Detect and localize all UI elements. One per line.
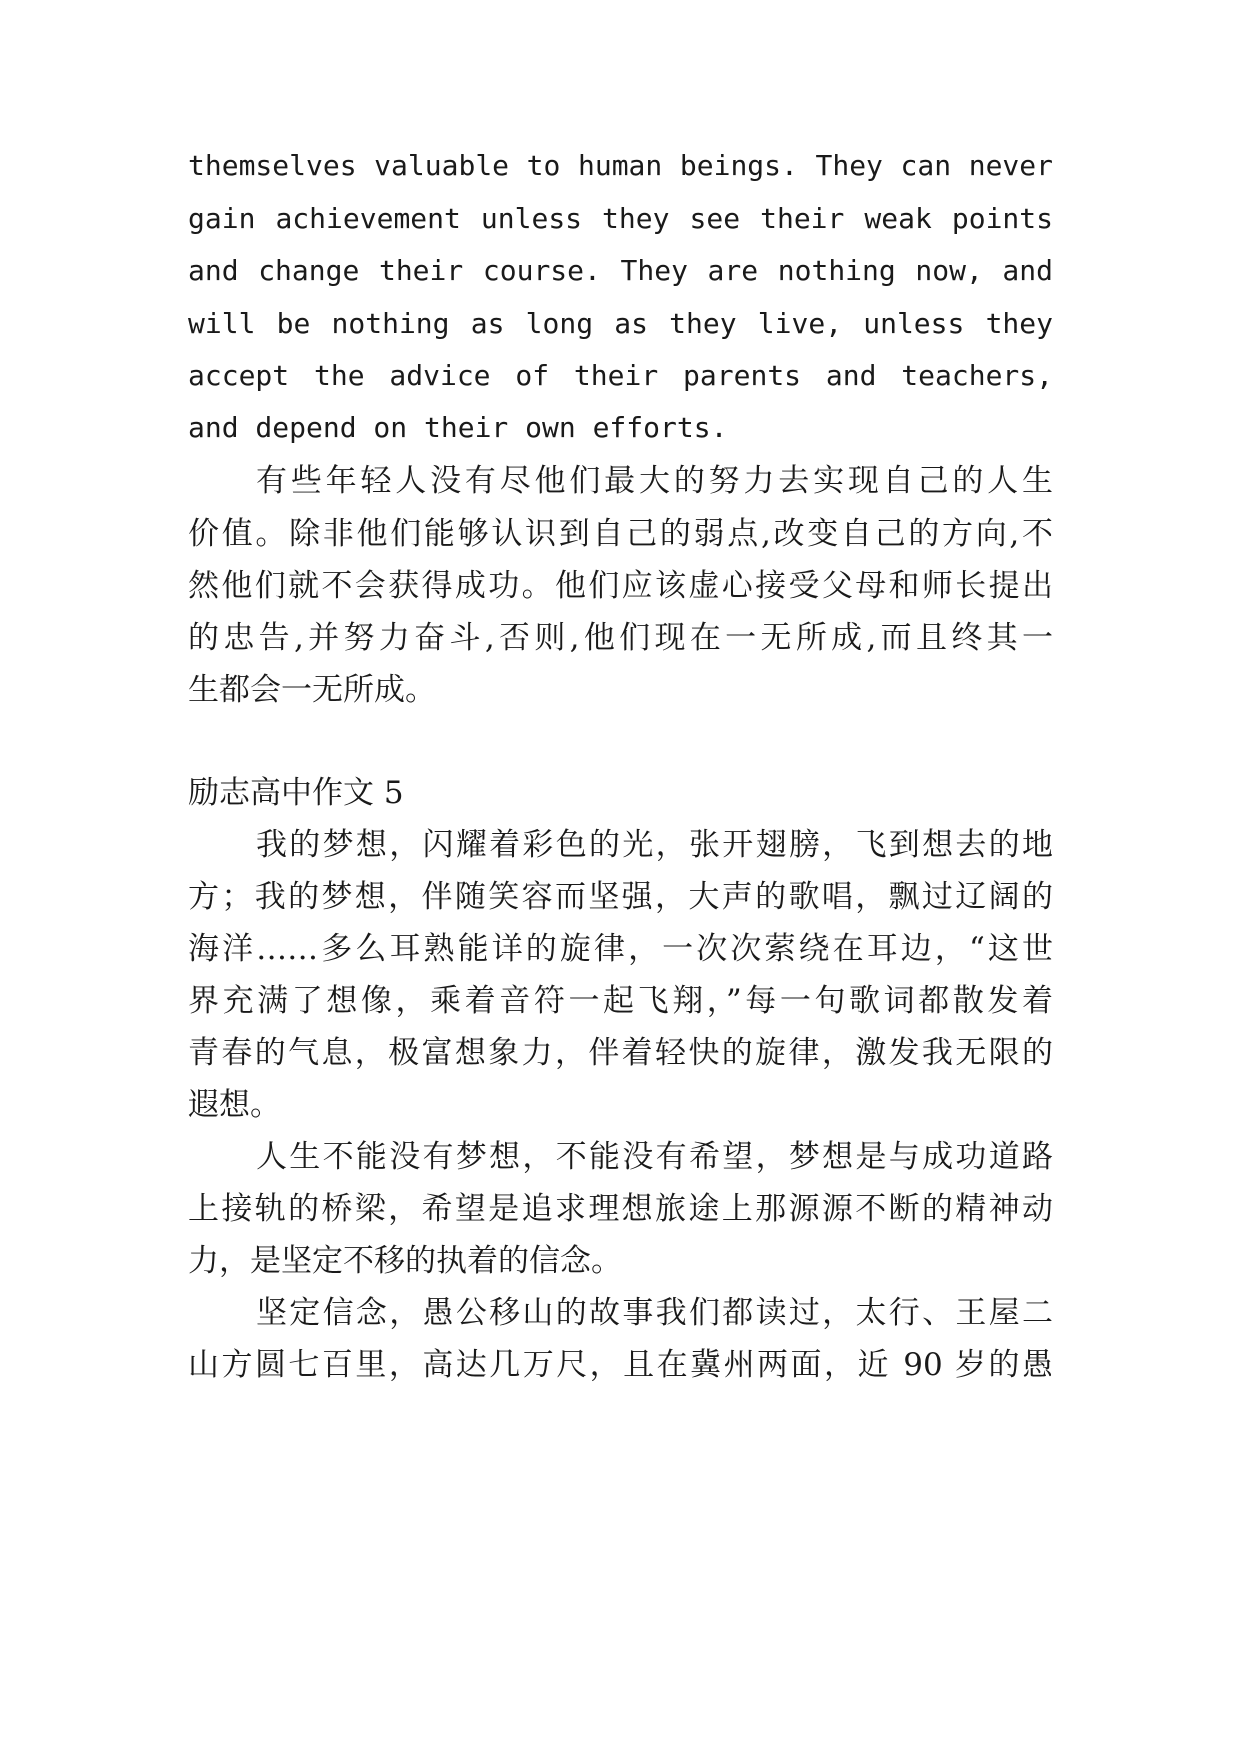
english-line: will be nothing as long as they live, unless they bbox=[188, 307, 1053, 340]
essay-line: 坚定信念，愚公移山的故事我们都读过，太行、王屋二 bbox=[256, 1295, 1053, 1331]
english-line: and depend on their own efforts. bbox=[188, 411, 728, 444]
essay-line: 界充满了想像，乘着音符一起飞翔，”每一句歌词都散发着 bbox=[188, 983, 1053, 1019]
essay-line: 山方圆七百里，高达几万尺，且在冀州两面，近 90 岁的愚 bbox=[188, 1347, 1053, 1383]
english-line: gain achievement unless they see their weak points bbox=[188, 202, 1053, 235]
english-line: accept the advice of their parents and teachers, bbox=[188, 359, 1053, 392]
essay-line: 力，是坚定不移的执着的信念。 bbox=[188, 1243, 622, 1279]
essay-line: 遐想。 bbox=[188, 1087, 281, 1123]
essay-line: 青春的气息，极富想象力，伴着轻快的旋律，激发我无限的 bbox=[188, 1035, 1053, 1071]
chinese-line: 然他们就不会获得成功。他们应该虚心接受父母和师长提出 bbox=[188, 568, 1053, 604]
essay-line: 我的梦想，闪耀着彩色的光，张开翅膀，飞到想去的地 bbox=[256, 827, 1053, 863]
english-line: themselves valuable to human beings. They can never bbox=[188, 149, 1053, 182]
section-title: 励志高中作文 5 bbox=[188, 775, 404, 811]
chinese-line: 的忠告,并努力奋斗,否则,他们现在一无所成,而且终其一 bbox=[188, 620, 1053, 656]
chinese-line: 有些年轻人没有尽他们最大的努力去实现自己的人生 bbox=[256, 463, 1053, 499]
chinese-line: 生都会一无所成。 bbox=[188, 672, 436, 708]
chinese-line: 价值。除非他们能够认识到自己的弱点,改变自己的方向,不 bbox=[188, 516, 1053, 552]
essay-line: 海洋……多么耳熟能详的旋律，一次次萦绕在耳边，“这世 bbox=[188, 931, 1053, 967]
english-line: and change their course. They are nothing now, and bbox=[188, 254, 1053, 287]
essay-line: 人生不能没有梦想，不能没有希望，梦想是与成功道路 bbox=[256, 1139, 1053, 1175]
essay-line: 上接轨的桥梁，希望是追求理想旅途上那源源不断的精神动 bbox=[188, 1191, 1053, 1227]
essay-line: 方；我的梦想，伴随笑容而坚强，大声的歌唱，飘过辽阔的 bbox=[188, 879, 1053, 915]
